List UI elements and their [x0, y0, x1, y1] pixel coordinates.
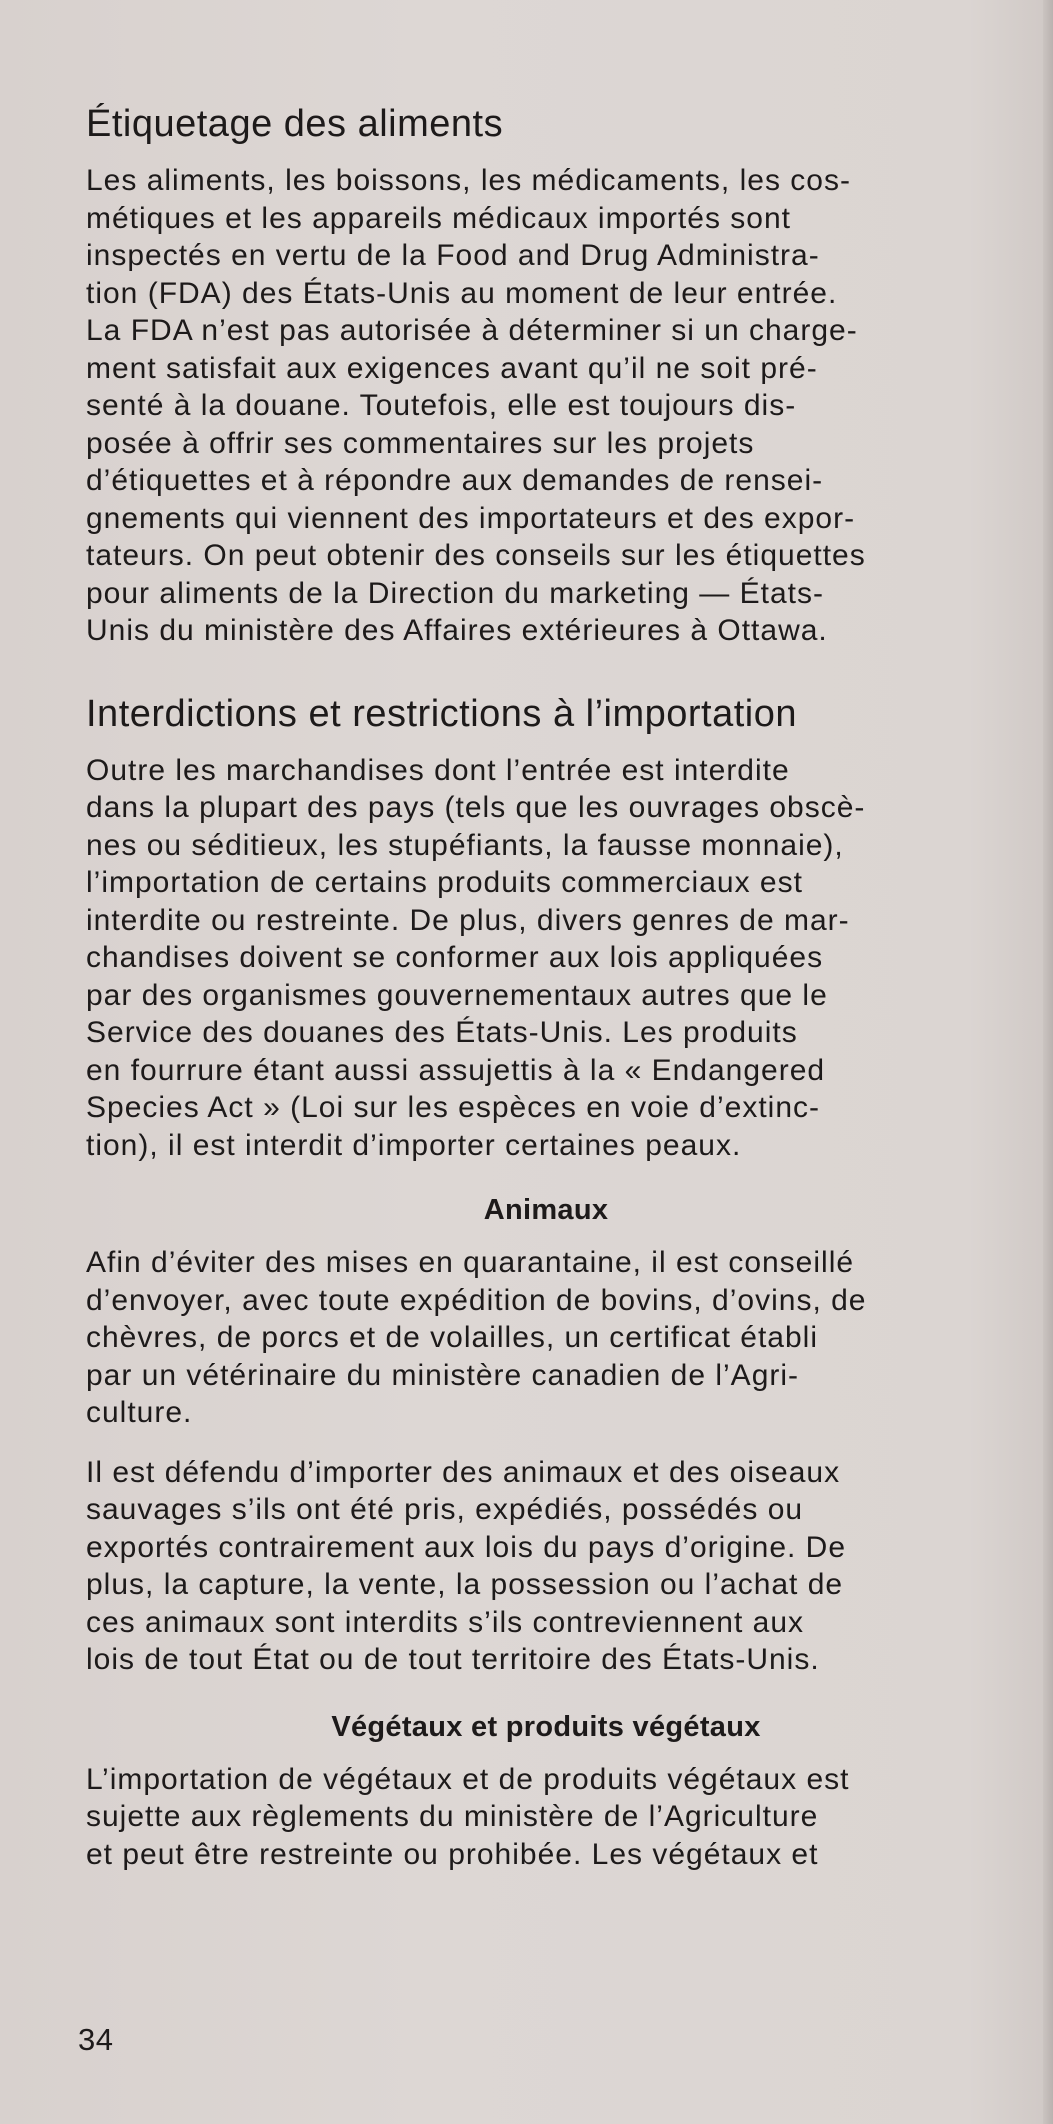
subheading-animaux: Animaux: [483, 1194, 609, 1226]
paragraph-animaux-2: Il est défendu d’importer des animaux et des oiseaux sauvages s’ils ont été pris, expédiés, possédés ou exportés contrairement aux lois du pays d’origine. De plus, la capture, la vente, la possession ou l’achat de ces animaux sont interdits s’ils contreviennent aux lois de tout État ou de tout territoire des États-Unis.: [86, 1455, 847, 1676]
paragraph-animaux-1: Afin d’éviter des mises en quarantaine, il est conseillé d’envoyer, avec toute expédition de bovins, d’ovins, de chèvres, de porcs et de volailles, un certificat établi par un vétérinaire du ministère canadien de l’Agri- culture.: [86, 1246, 867, 1429]
heading-interdictions: Interdictions et restrictions à l’importation: [86, 692, 798, 735]
heading-etiquetage: Étiquetage des aliments: [86, 103, 504, 145]
paragraph-etiquetage: Les aliments, les boissons, les médicaments, les cos- métiques et les appareils médicaux importés sont inspectés en vertu de la Food and Drug Administra- tion (FDA) des États-Unis au moment de leur entrée. La FDA n’est pas autorisée à déterminer si un charge- ment satisfait aux exigences avant qu’il ne soit pré- senté à la douane. Toutefois, elle est toujours dis- posée à offrir ses commentaires sur les projets d’étiquettes et à répondre aux demandes de rensei- gnements qui viennent des importateurs et des expor- tateurs. On peut obtenir des conseils sur les étiquettes pour aliments de la Direction du marketing — États- Unis du ministère des Affaires extérieures à Ottawa.: [86, 164, 866, 647]
subheading-vegetaux: Végétaux et produits végétaux: [331, 1710, 761, 1743]
document-body: [86, 100, 1006, 1873]
page-number: 34: [78, 2022, 114, 2057]
page-edge: [1043, 0, 1053, 2124]
paragraph-interdictions: Outre les marchandises dont l’entrée est interdite dans la plupart des pays (tels que les ouvrages obscè- nes ou séditieux, les stupéfiants, la fausse monnaie), l’importation de certains produits commerciaux est interdite ou restreinte. De plus, divers genres de mar- chandises doivent se conformer aux lois appliquées par des organismes gouvernementaux autres que le Service des douanes des États-Unis. Les produits en fourrure étant aussi assujettis à la « Endangered Species Act » (Loi sur les espèces en voie d’extinc- tion), il est interdit d’importer certaines peaux.: [86, 753, 866, 1162]
paragraph-vegetaux: L’importation de végétaux et de produits végétaux est sujette aux règlements du ministère de l’Agriculture et peut être restreinte ou prohibée. Les végétaux et: [86, 1762, 850, 1871]
